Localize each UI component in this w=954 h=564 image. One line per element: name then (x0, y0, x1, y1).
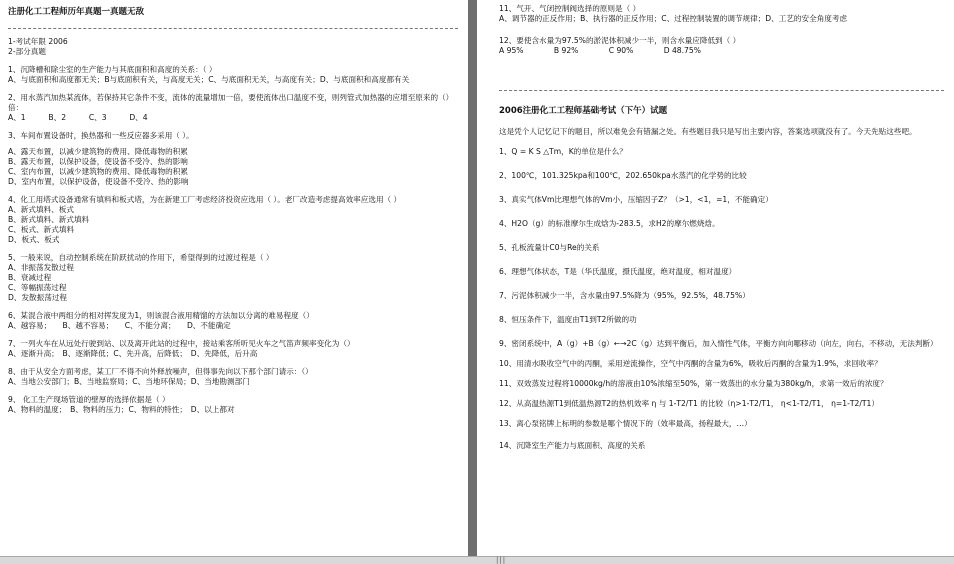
question-1 (8, 65, 458, 85)
question-option: D、板式、板式 (8, 235, 60, 244)
list-item: 12、从高温热源T1到低温热源T2的热机效率 η 与 1-T2/T1 的比较（η>1-T2/T1， η<1-T2/T1， η=1-T2/T1） (499, 399, 879, 408)
question-7 (8, 339, 458, 359)
question-4 (8, 195, 458, 245)
question-option: B、新式填料、新式填料 (8, 215, 90, 224)
question-text: 1、沉降槽和除尘室的生产能力与其底面积和高度的关系：（ ） (8, 65, 217, 74)
question-2 (8, 93, 458, 123)
question-text: 3、车间布置设备时，换热器和一些反应器多采用（ ）。 (8, 131, 194, 140)
question-text: 7、一列火车在从远处行驶到站、以及离开此站的过程中，接站乘客所听见火车之气笛声频率变化为（） (8, 339, 355, 348)
scrollbar-grip-icon[interactable]: ||| (496, 556, 507, 564)
horizontal-scrollbar[interactable] (0, 556, 954, 564)
list-item: 7、污泥体积减少一半，含水量由97.5%降为（95%，92.5%，48.75%） (499, 291, 750, 300)
question-3 (8, 131, 458, 187)
question-option: C、等幅振荡过程 (8, 283, 67, 292)
dashed-divider (499, 90, 944, 91)
question-text: 12、要使含水量为97.5%的淤泥体积减少一半，则含水量应降低到（ ） (499, 36, 741, 45)
list-item: 4、H2O（g）的标准摩尔生成焓为-283.5，求H2的摩尔燃烧焓。 (499, 219, 720, 228)
question-text: 5、一般来说，自动控制系统在阶跃扰动的作用下，希望得到的过渡过程是（ ） (8, 253, 274, 262)
question-text: 6、某混合液中两组分的相对挥发度为1，则该混合液用精馏的方法加以分离的难易程度（） (8, 311, 314, 320)
document-title: 注册化工工程师历年真题一真题无敌 (8, 7, 145, 17)
list-item: 5、孔板流量计C0与Re的关系 (499, 243, 600, 252)
meta-line: 1-考试年限 2006 (8, 37, 68, 46)
question-option: A、当地公安部门；B、当地监察局；C、当地环保局；D、当地勘测部门 (8, 377, 250, 386)
question-option: D、发散振荡过程 (8, 293, 68, 302)
list-item: 13、离心泵铭牌上标明的参数是哪个情况下的（效率最高，扬程最大，…） (499, 419, 752, 428)
question-text: 8、由于从安全方面考虑，某工厂不得不向外释放噪声，但得事先向以下那个部门请示：（） (8, 367, 313, 376)
question-text: 11、气开、气闭控制阀选择的原则是（ ） (499, 4, 641, 13)
document-page-left (0, 0, 468, 556)
intro-text: 这是凭个人记忆记下的题目，所以难免会有错漏之处。有些题目我只是写出主要内容，答案选项就没有了。今天先贴这些吧。 (499, 127, 917, 136)
document-page-right (477, 0, 954, 556)
question-option: A、逐渐升高； B、逐渐降低；C、先升高，后降低； D、先降低，后升高 (8, 349, 258, 358)
list-item: 3、真实气体Vm比理想气体的Vm小，压缩因子Z？（>1，<1，=1，不能确定） (499, 195, 773, 204)
question-12 (499, 36, 944, 56)
question-9 (8, 395, 458, 415)
question-option: B、露天布置，以保护设备，使设备不受冷、热的影响 (8, 157, 188, 166)
question-text: 9、 化工生产现场管道的壁厚的选择依据是（ ） (8, 395, 170, 404)
list-item: 9、密闭系统中，A（g）+B（g）←→2C（g）达到平衡后，加入惰性气体，平衡方向向哪移动（向左，向右，不移动，无法判断） (499, 339, 938, 348)
question-5 (8, 253, 458, 303)
meta-line: 2-部分真题 (8, 47, 46, 56)
question-8 (8, 367, 458, 387)
list-item: 1、Q = K S △Tm，K的单位是什么？ (499, 147, 627, 156)
question-option: A、1 B、2 C、3 D、4 (8, 113, 148, 122)
list-item: 14、沉降室生产能力与底面积、高度的关系 (499, 441, 646, 450)
list-item: 11、双效蒸发过程将10000kg/h的溶液由10%浓缩至50%，第一效蒸出的水分量为380kg/h，求第一效后的浓度？ (499, 379, 888, 388)
question-option: A 95% B 92% C 90% D 48.75% (499, 46, 701, 55)
question-11 (499, 4, 944, 24)
list-item: 6、理想气体状态，T是（华氏温度，摄氏温度，绝对温度，相对温度） (499, 267, 737, 276)
list-item: 10、用清水吸收空气中的丙酮，采用逆流操作，空气中丙酮的含量为6%，吸收后丙酮的含量为1.9%，求回收率？ (499, 359, 882, 368)
question-option: C、板式、新式填料 (8, 225, 75, 234)
question-option: C、室内布置，以减少建筑物的费用、降低毒物的积累 (8, 167, 188, 176)
question-option: B、衰减过程 (8, 273, 52, 282)
list-item: 8、恒压条件下，温度由T1到T2所做的功 (499, 315, 637, 324)
question-option: A、非振荡发散过程 (8, 263, 74, 272)
dashed-divider (8, 28, 458, 29)
question-6 (8, 311, 458, 331)
question-text: 4、化工用塔式设备通常有填料和板式塔，为在新建工厂考虑经济投资应选用（ ）。老厂改造考虑提高效率应选用（ ） (8, 195, 402, 204)
question-option: A、露天布置，以减少建筑物的费用、降低毒物的积累 (8, 147, 188, 156)
question-text: 2、用水蒸汽加热某流体，若保持其它条件不变，流体的流量增加一倍，要使流体出口温度不变，则列管式加热器的应增至原来的（）倍： (8, 93, 454, 112)
question-option: A、与底面积和高度都无关；B与底面积有关，与高度无关；C、与底面积无关，与高度有关；D、与底面积和高度都有关 (8, 75, 410, 84)
question-option: A、新式填料、板式 (8, 205, 74, 214)
question-option: A、物料的温度； B、物料的压力；C、物料的特性； D、以上都对 (8, 405, 235, 414)
page-gutter (468, 0, 477, 556)
section-title: 2006注册化工工程师基础考试（下午）试题 (499, 106, 668, 116)
question-option: D、室内布置，以保护设备，使设备不受冷、热的影响 (8, 177, 189, 186)
question-option: A、调节器的正反作用；B、执行器的正反作用；C、过程控制装置的调节规律；D、工艺的安全角度考虑 (499, 14, 848, 23)
question-option: A、越容易； B、越不容易； C、不能分离； D、不能确定 (8, 321, 231, 330)
list-item: 2、100℃，101.325kpa和100℃，202.650kpa水蒸汽的化学势的比较 (499, 171, 747, 180)
